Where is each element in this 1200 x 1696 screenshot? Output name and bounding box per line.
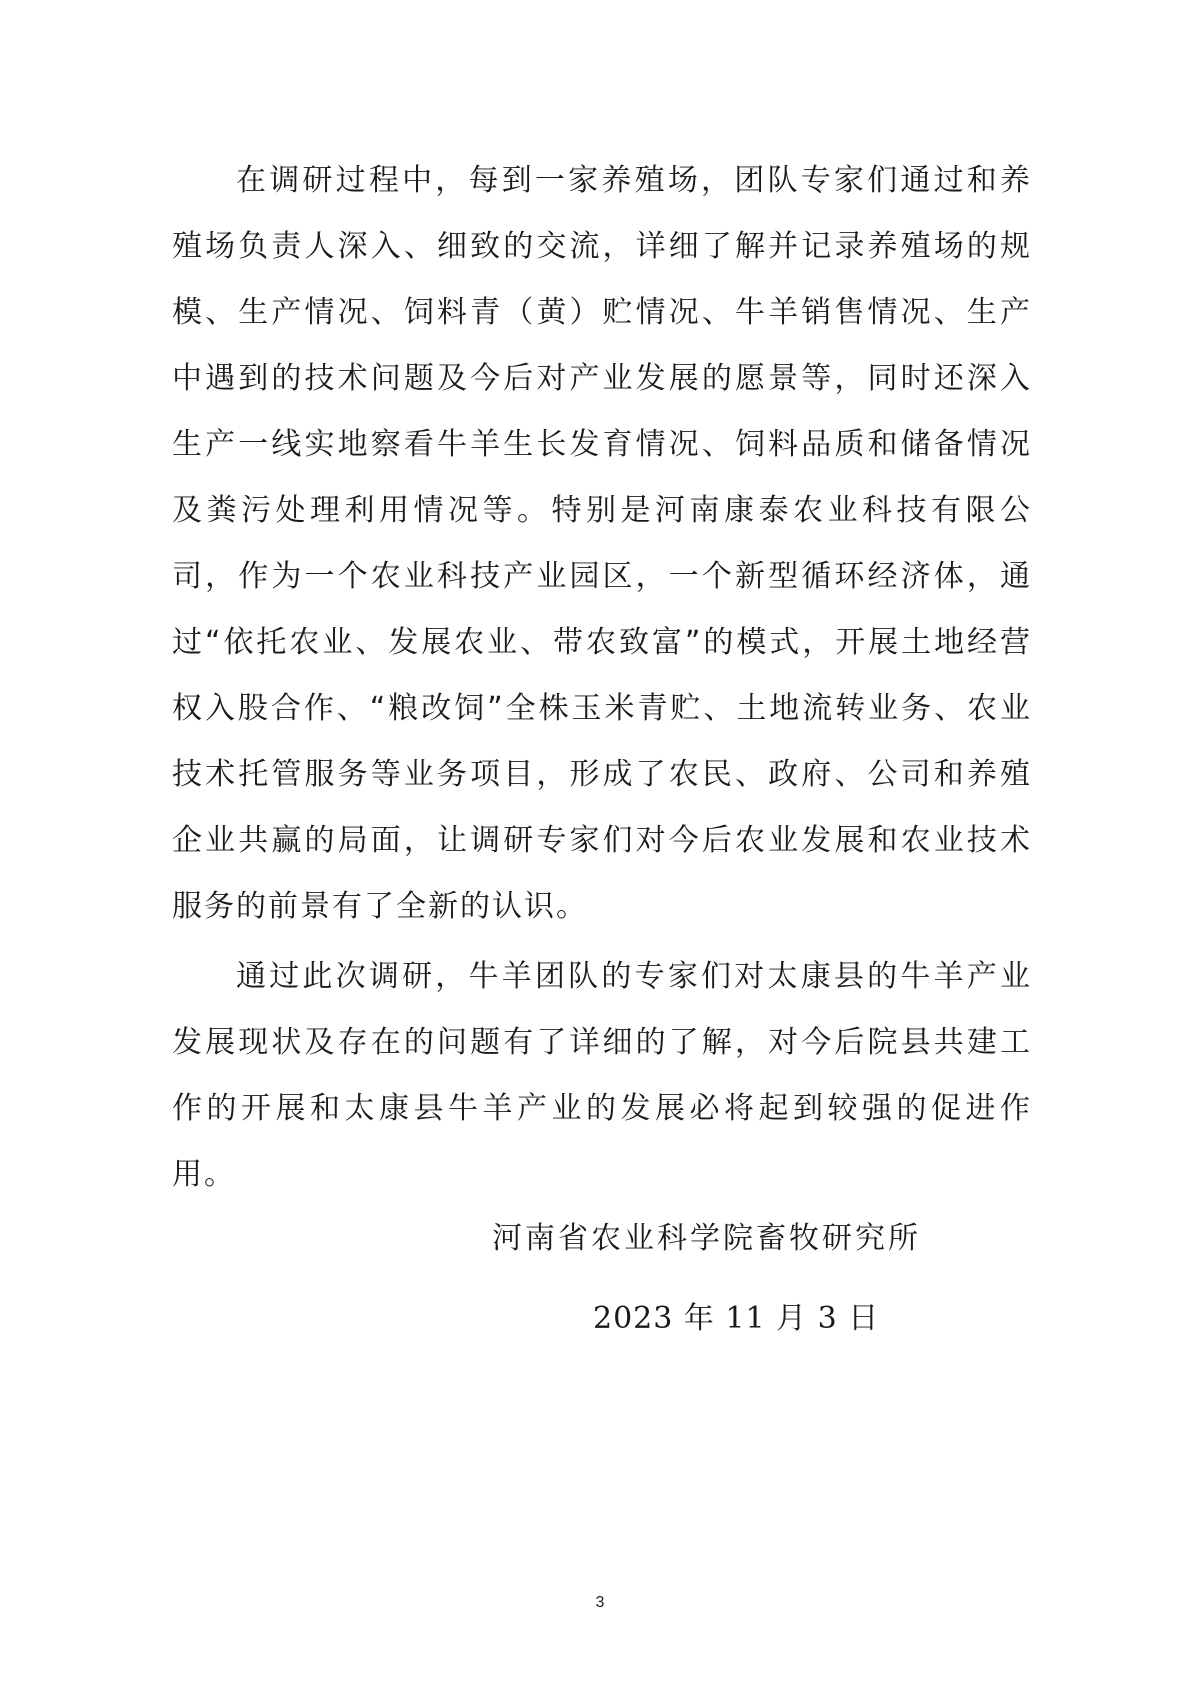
signature-date: 2023 年 11 月 3 日: [593, 1301, 880, 1336]
document-body: [172, 148, 1032, 1208]
page-number: 3: [595, 1594, 605, 1611]
body-paragraph-2: 通过此次调研，牛羊团队的专家们对太康县的牛羊产业发展现状及存在的问题有了详细的了解，对今后院县共建工作的开展和太康县牛羊产业的发展必将起到较强的促进作用。: [172, 959, 1032, 1192]
body-paragraph-1: 在调研过程中，每到一家养殖场，团队专家们通过和养殖场负责人深入、细致的交流，详细了解并记录养殖场的规模、生产情况、饲料青（黄）贮情况、牛羊销售情况、生产中遇到的技术问题及今后对产业发展的愿景等，同时还深入生产一线实地察看牛羊生长发育情况、饲料品质和储备情况及粪污处理利用情况等。特别是河南康泰农业科技有限公司，作为一个农业科技产业园区，一个新型循环经济体，通过“依托农业、发展农业、带农致富”的模式，开展土地经营权入股合作、“粮改饲”全株玉米青贮、土地流转业务、农业技术托管服务等业务项目，形成了农民、政府、公司和养殖企业共赢的局面，让调研专家们对今后农业发展和农业技术服务的前景有了全新的认识。: [172, 163, 1032, 924]
signature-organization: 河南省农业科学院畜牧研究所: [492, 1221, 921, 1256]
